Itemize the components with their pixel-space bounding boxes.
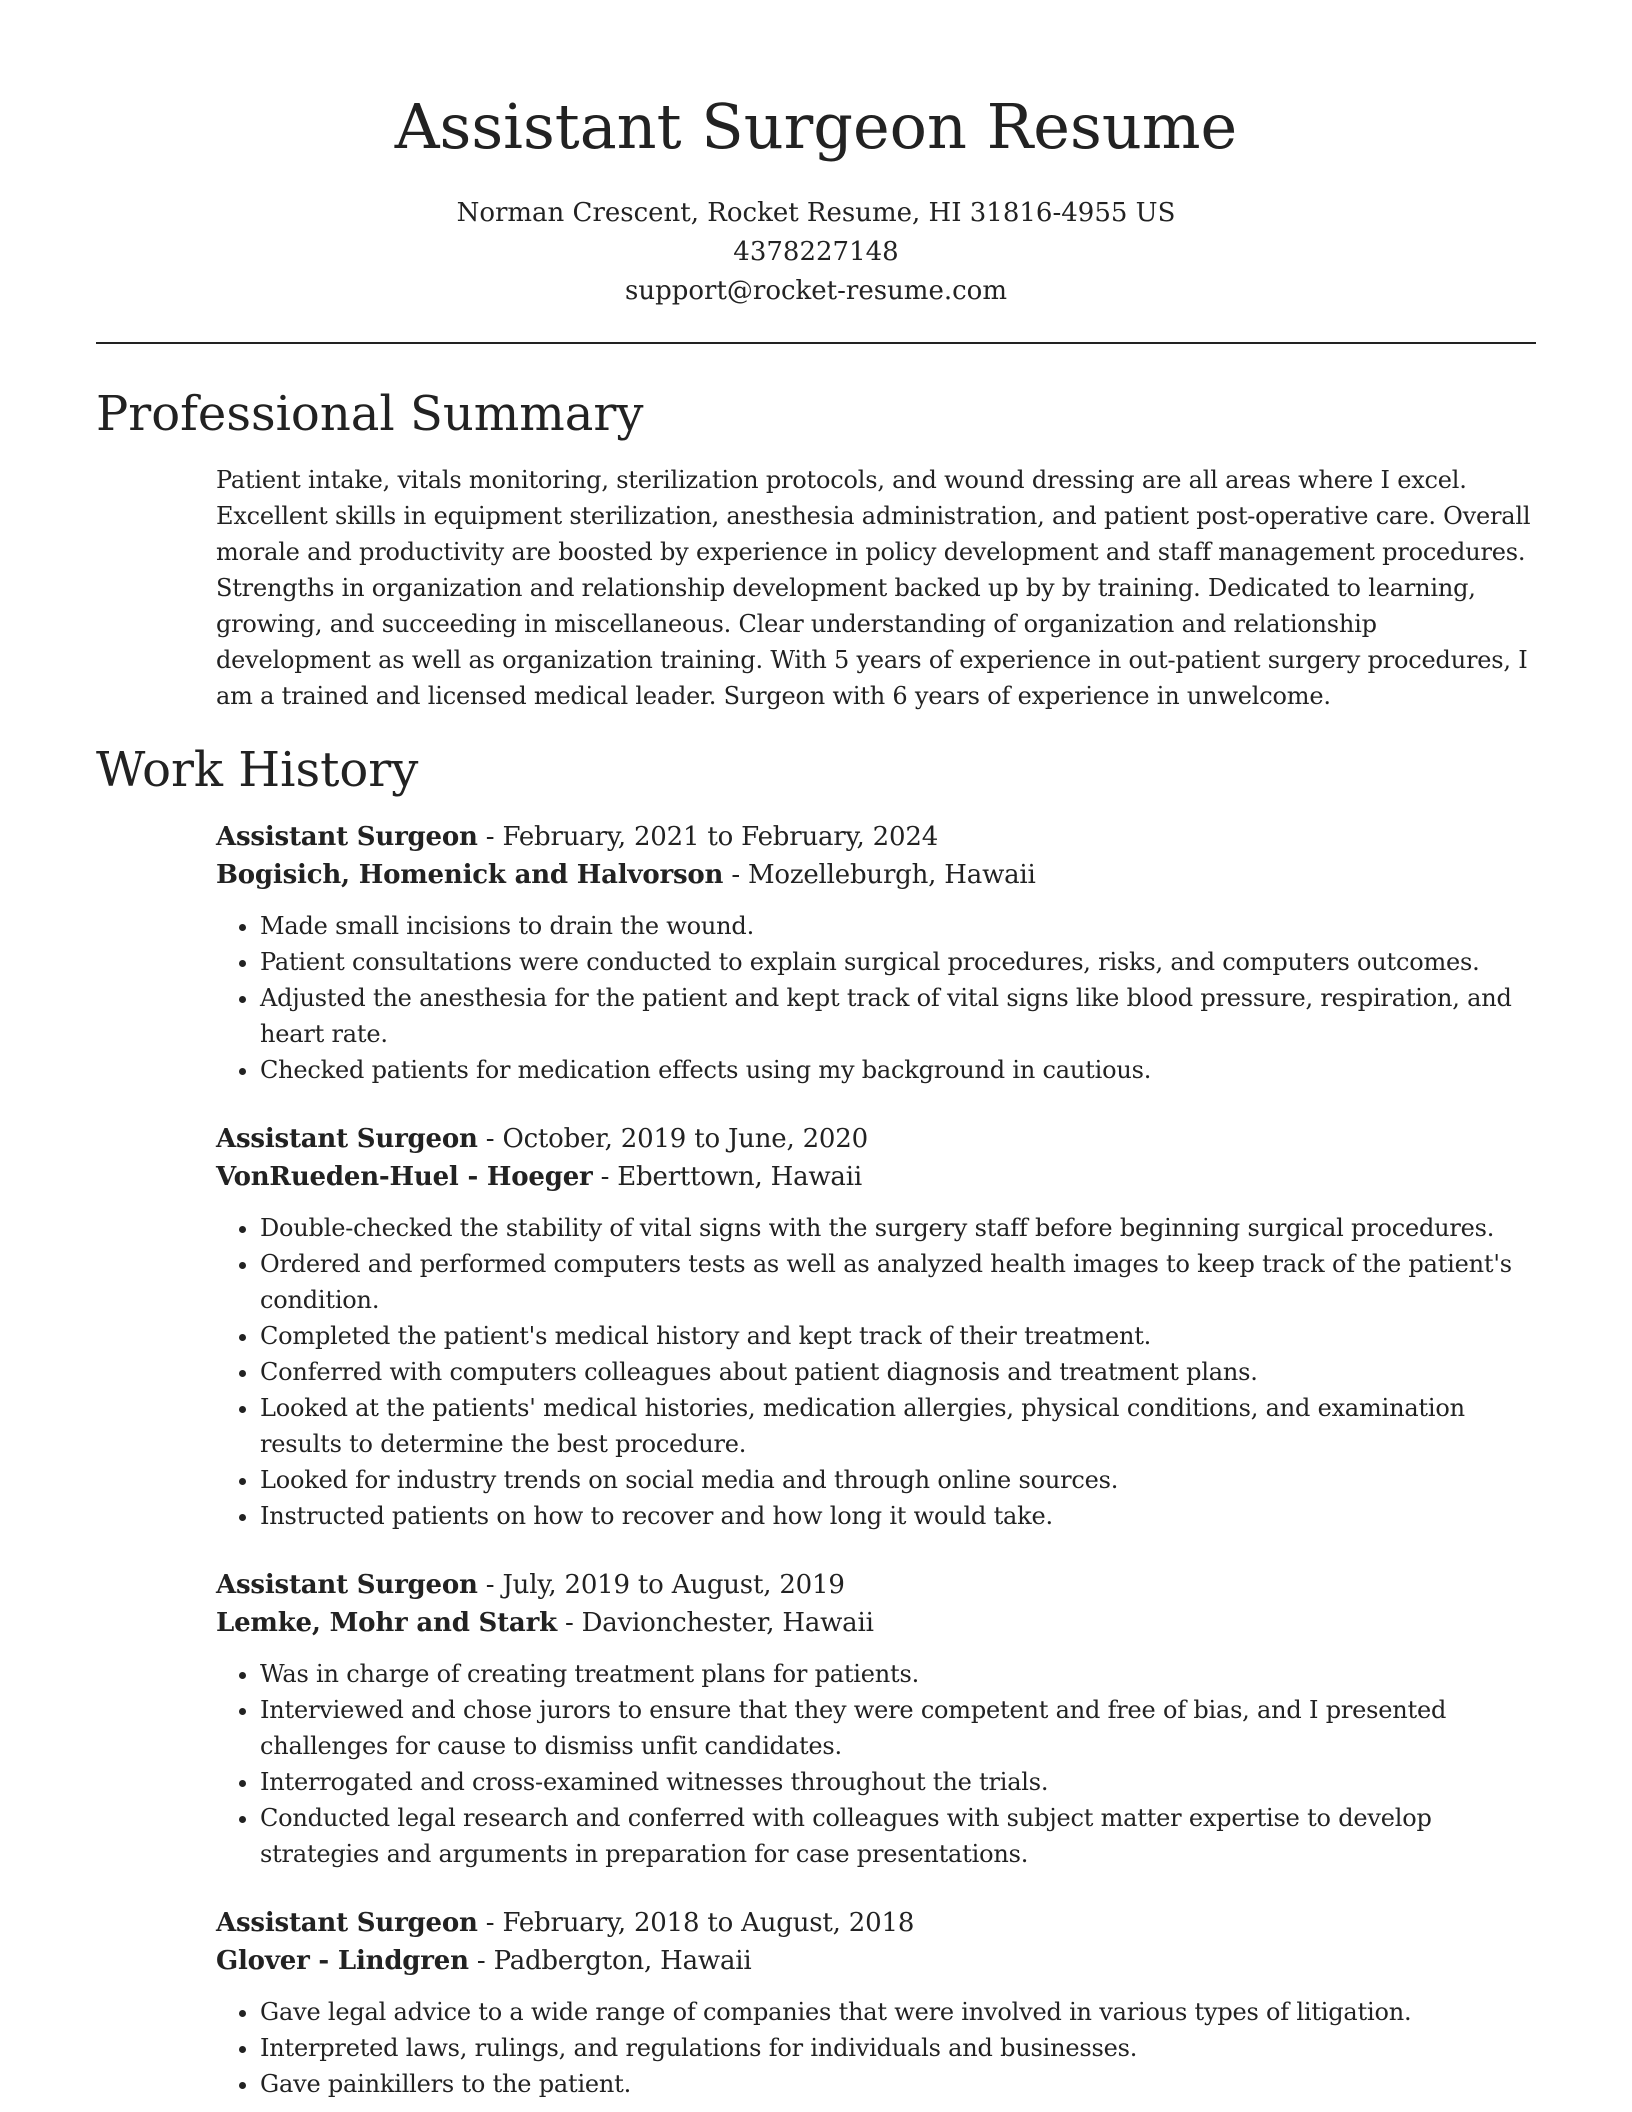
job-location: Padbergton, Hawaii [493,1946,752,1976]
job-location: Davionchester, Hawaii [581,1608,874,1638]
bullet-item: • Looked for industry trends on social media and through online sources. [260,1462,1536,1498]
job-dates: February, 2018 to August, 2018 [502,1908,915,1938]
job-location: Mozelleburgh, Hawaii [747,860,1036,890]
contact-email: support@rocket-resume.com [624,276,1007,306]
job-company-line [216,1604,1536,1642]
job-bullets [216,908,1536,1088]
header-divider [96,342,1536,344]
job-company-line [216,1942,1536,1980]
job-entry [216,818,1536,1088]
bullet-item: • Instructed patients on how to recover and how long it would take. [260,1498,1536,1534]
job-title-line [216,818,1536,856]
separator: - [468,1946,494,1976]
bullet-item: • Patient consultations were conducted to explain surgical procedures, risks, and computers outcomes. [260,944,1536,980]
contact-address: Norman Crescent, Rocket Resume, HI 31816-4955 US [456,198,1176,228]
bullet-item: • Interpreted laws, rulings, and regulations for individuals and businesses. [260,2030,1536,2066]
bullet-item: • Conducted legal research and conferred with colleagues with subject matter expertise to develop strategies and arguments in preparation for case presentations. [260,1800,1536,1872]
job-title: Assistant Surgeon [216,1908,478,1938]
job-company: Lemke, Mohr and Stark [216,1608,557,1638]
job-company: Bogisich, Homenick and Halvorson [216,860,724,890]
job-company: VonRueden-Huel - Hoeger [216,1162,593,1192]
job-title-line [216,1120,1536,1158]
bullet-item: • Completed the patient's medical history and kept track of their treatment. [260,1318,1536,1354]
summary-text: Patient intake, vitals monitoring, sterilization protocols, and wound dressing are all areas where I excel. Excellent skills in equipment sterilization, anesthesia administration, and patient post-operative care. Overall morale and productivity are boosted by experience in policy development and staff management procedures. Strengths in organization and relationship development backed up by by training. Dedicated to learning, growing, and succeeding in miscellaneous. Clear understanding of organization and relationship development as well as organization training. With 5 years of experience in out-patient surgery procedures, I am a trained and licensed medical leader. Surgeon with 6 years of experience in unwelcome. [216,466,1531,710]
bullet-item: • Conferred with computers colleagues about patient diagnosis and treatment plans. [260,1354,1536,1390]
separator: - [723,860,748,890]
bullet-item: • Interrogated and cross-examined witnesses throughout the trials. [260,1764,1536,1800]
bullet-item: • Double-checked the stability of vital signs with the surgery staff before beginning surgical procedures. [260,1210,1536,1246]
bullet-item: • Gave legal advice to a wide range of companies that were involved in various types of litigation. [260,1994,1536,2030]
job-title-line [216,1904,1536,1942]
job-entry [216,1566,1536,1872]
resume-header [0,0,1632,311]
bullet-item: • Was in charge of creating treatment plans for patients. [260,1656,1536,1692]
job-dates: February, 2021 to February, 2024 [502,822,939,852]
job-bullets [216,1210,1536,1534]
separator: - [477,822,503,852]
job-company: Glover - Lindgren [216,1946,469,1976]
job-company-line [216,1158,1536,1196]
resume-title: Assistant Surgeon Resume [394,90,1238,163]
bullet-item: • Checked patients for medication effects using my background in cautious. [260,1052,1536,1088]
work-history-list [216,818,1536,2112]
separator: - [477,1570,503,1600]
bullet-item: • Interviewed and chose jurors to ensure that they were competent and free of bias, and I presented challenges for cause to dismiss unfit candidates. [260,1692,1536,1764]
bullet-item: • Ordered and performed computers tests as well as analyzed health images to keep track of the patient's condition. [260,1246,1536,1318]
job-title-line [216,1566,1536,1604]
separator: - [592,1162,618,1192]
job-bullets [216,1656,1536,1872]
work-history-heading: Work History [96,742,419,798]
job-company-line [216,856,1536,894]
contact-phone: 4378227148 [733,237,899,267]
separator: - [477,1908,503,1938]
separator: - [556,1608,582,1638]
bullet-item: • Looked at the patients' medical histories, medication allergies, physical conditions, and examination results to determine the best procedure. [260,1390,1536,1462]
separator: - [477,1124,503,1154]
job-entry [216,1904,1536,2102]
job-dates: October, 2019 to June, 2020 [502,1124,868,1154]
job-entry [216,1120,1536,1534]
job-title: Assistant Surgeon [216,822,478,852]
bullet-item: • Gave painkillers to the patient. [260,2066,1536,2102]
job-title: Assistant Surgeon [216,1570,478,1600]
job-dates: July, 2019 to August, 2019 [502,1570,845,1600]
summary-heading: Professional Summary [96,386,644,442]
job-title: Assistant Surgeon [216,1124,478,1154]
bullet-item: • Adjusted the anesthesia for the patient and kept track of vital signs like blood pressure, respiration, and heart rate. [260,980,1536,1052]
job-bullets [216,1994,1536,2102]
contact-block [0,194,1632,311]
bullet-item: • Made small incisions to drain the wound. [260,908,1536,944]
job-location: Eberttown, Hawaii [617,1162,862,1192]
